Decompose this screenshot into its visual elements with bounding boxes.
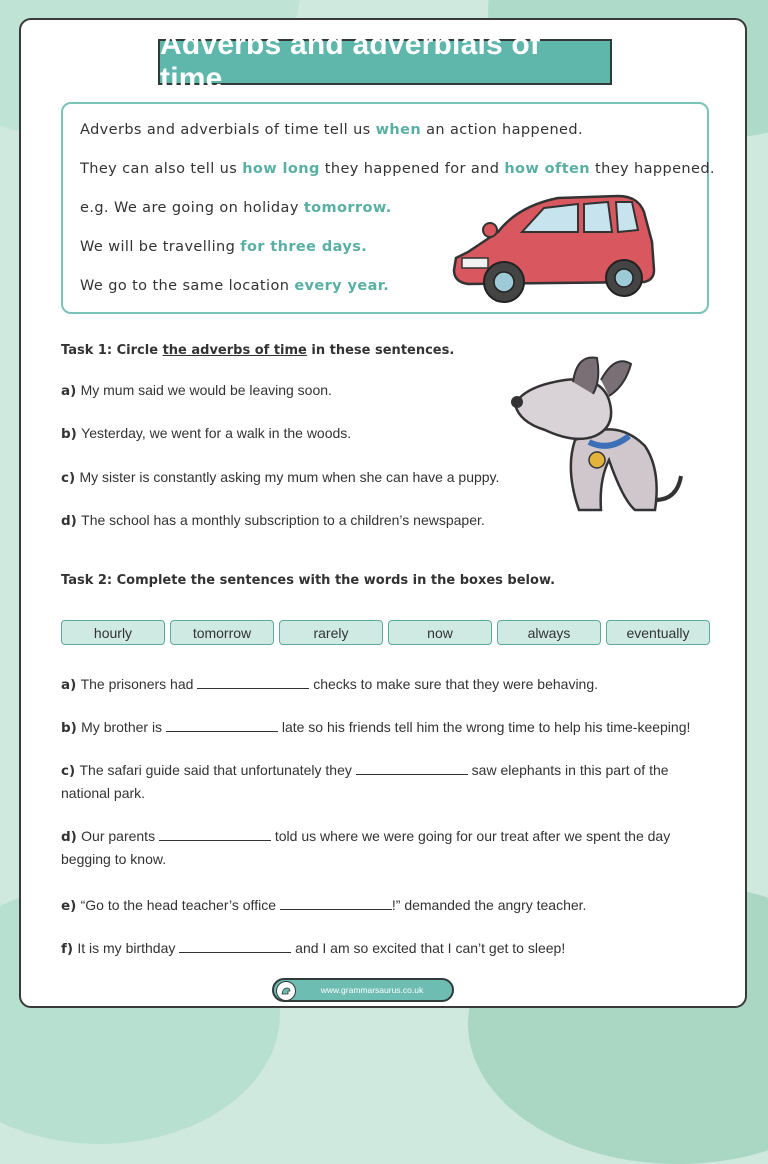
task1-item: b) Yesterday, we went for a walk in the woods. xyxy=(61,425,352,442)
task1-item: c) My sister is constantly asking my mum when she can have a puppy. xyxy=(61,469,500,486)
answer-blank[interactable] xyxy=(356,763,468,775)
dog-illustration xyxy=(505,350,685,520)
word-box: now xyxy=(388,620,492,645)
task2-item: b) My brother is late so his friends tell him the wrong time to help his time-keeping! xyxy=(61,719,691,736)
intro-line-3: e.g. We are going on holiday tomorrow. xyxy=(80,200,392,216)
word-box: tomorrow xyxy=(170,620,274,645)
word-box: eventually xyxy=(606,620,710,645)
task1-item: a) My mum said we would be leaving soon. xyxy=(61,382,332,399)
task1-item: d) The school has a monthly subscription to a children’s newspaper. xyxy=(61,512,485,529)
task2-item: e) “Go to the head teacher’s office !” demanded the angry teacher. xyxy=(61,897,587,914)
title-banner xyxy=(158,28,612,95)
answer-blank[interactable] xyxy=(280,898,392,910)
intro-line-2: They can also tell us how long they happened for and how often they happened. xyxy=(80,161,715,177)
page-title: Adverbs and adverbials of time xyxy=(160,28,541,95)
footer-url[interactable]: www.grammarsaurus.co.uk xyxy=(320,985,424,995)
word-box: hourly xyxy=(61,620,165,645)
dinosaur-logo-icon xyxy=(276,981,296,1001)
task2-item: f) It is my birthday and I am so excited that I can’t get to sleep! xyxy=(61,940,566,957)
intro-line-5: We go to the same location every year. xyxy=(80,278,390,294)
answer-blank[interactable] xyxy=(159,829,271,841)
car-illustration xyxy=(448,192,660,308)
answer-blank[interactable] xyxy=(179,941,291,953)
answer-blank[interactable] xyxy=(197,677,309,689)
intro-line-1: Adverbs and adverbials of time tell us when an action happened. xyxy=(80,122,583,138)
word-box: always xyxy=(497,620,601,645)
word-bank xyxy=(61,620,711,646)
worksheet-page xyxy=(19,18,747,1008)
task1-heading: Task 1: Circle the adverbs of time in these sentences. xyxy=(61,343,455,358)
footer-badge xyxy=(272,978,454,1002)
word-box: rarely xyxy=(279,620,383,645)
task2-heading: Task 2: Complete the sentences with the words in the boxes below. xyxy=(61,573,556,588)
task2-item: d) Our parents told us where we were going for our treat after we spent the day begging to know. xyxy=(61,828,671,867)
task2-item: c) The safari guide said that unfortunately they saw elephants in this part of the national park. xyxy=(61,762,669,801)
intro-line-4: We will be travelling for three days. xyxy=(80,239,368,255)
task2-item: a) The prisoners had checks to make sure that they were behaving. xyxy=(61,676,599,693)
answer-blank[interactable] xyxy=(166,720,278,732)
intro-box xyxy=(61,102,715,314)
